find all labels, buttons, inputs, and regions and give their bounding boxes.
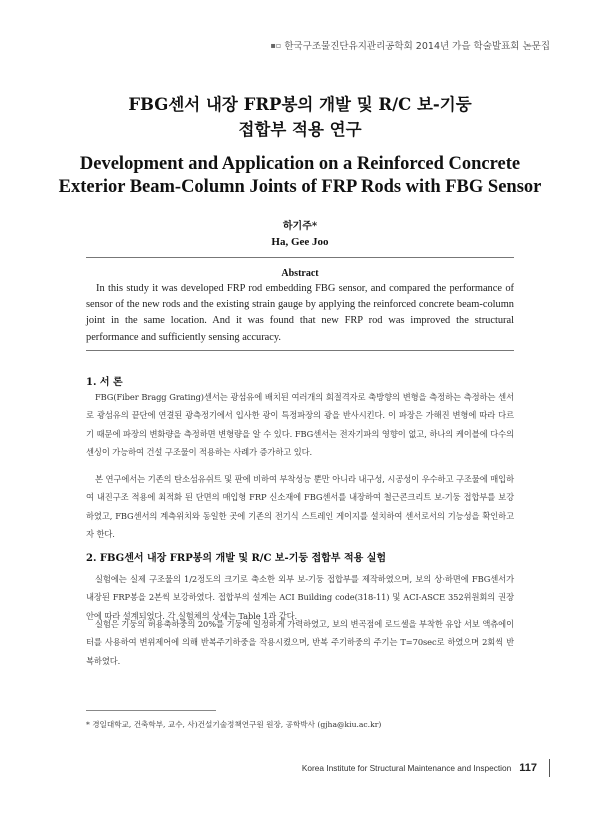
- footnote-rule: [86, 710, 216, 711]
- page-footer: [302, 759, 550, 777]
- korean-title-line1: FBG센서 내장 FRP봉의 개발 및 R/C 보-기둥: [128, 95, 472, 114]
- english-title-line2: Exterior Beam-Column Joints of FRP Rods with FBG Sensor: [58, 177, 542, 197]
- section-1-paragraph-1: FBG(Fiber Bragg Grating)센서는 광섬유에 배치된 여러개의 회절격자로 축방향의 변형을 측정하는 측정하는 센서로 광섬유의 끝단에 연결된 광측정기에서 입사한 광이 특정파장의 광을 반사시킨다. 이 파장은 가해진 변형에 따라 다르기 때문에 파장의 변화량을 측정하면 변형량을 알 수 있다. FBG센서는 전자기파의 영향이 없고, 하나의 케이블에 다수의 센싱이 가능하여 건설 구조물이 적용하는 사례가 증가하고 있다.: [86, 392, 514, 458]
- section-2-paragraph-1: 실험에는 실제 구조물의 1/2정도의 크기로 축소한 외부 보-기둥 접합부를 제작하였으며, 보의 상·하면에 FBG센서가 내장된 FRP봉을 2본씩 보강하였다. 접합부의 설계는 ACI Building code(318-11) 및 ACI-ASCE 352위원회의 권장안에 따라 설계되었다. 각 실험체의 상세는 Table 1과 같다.: [86, 574, 514, 621]
- section-1-heading: 1. 서 론: [86, 377, 123, 388]
- running-header: [270, 38, 550, 52]
- section-2-heading: 2. FBG센서 내장 FRP봉의 개발 및 R/C 보-기둥 접합부 적용 실험: [86, 553, 387, 564]
- footer-journal: Korea Institute for Structural Maintenance and Inspection: [301, 763, 512, 773]
- book-icon: ▪▫: [270, 40, 282, 50]
- page-number: 117: [519, 762, 537, 774]
- running-header-text: 한국구조물진단유지관리공학회 2014년 가을 학술발표회 논문집: [284, 41, 550, 52]
- korean-title-line2: 접합부 적용 연구: [238, 120, 362, 139]
- english-title: [0, 153, 600, 199]
- english-title-line1: Development and Application on a Reinforced Concrete: [79, 154, 521, 174]
- author-english: Ha, Gee Joo: [271, 236, 329, 248]
- section-2-paragraph-2: 실험은 기둥의 허용축하중의 20%를 기둥에 일정하게 가력하였고, 보의 변곡점에 로드셀을 부착한 유압 서보 액츄에이터를 사용하여 변위제어에 의해 반복주기하중을 작용시켰으며, 반복 주기하중의 주기는 T=70sec로 하였으며 2회씩 반복하였다.: [86, 619, 514, 666]
- abstract-heading: Abstract: [281, 268, 319, 279]
- korean-title: [0, 92, 600, 142]
- abstract-bottom-rule: [86, 350, 514, 351]
- section-1-paragraph-2: 본 연구에서는 기존의 탄소섬유쉬트 및 판에 비하여 부착성능 뿐만 아니라 내구성, 시공성이 우수하고 구조물에 매입하여 내진구조 적용에 최적화 된 단면의 매입형 FRP 신소재에 FBG센서를 내장하여 철근콘크리트 보-기둥 접합부를 보강 하였고, FBG센서의 계측위치와 동일한 곳에 기존의 전기식 스트레인 게이지를 설치하여 센서로서의 기능성을 확인하고자 한다.: [86, 474, 514, 540]
- abstract-text: In this study it was developed FRP rod embedding FBG sensor, and compared the performance of sensor of the new rods and the existing strain gauge by applying the reinforced concrete beam-column joint in the same location. And it was found that new FRP rod was improved the structural performance and sufficiently sensing accuracy.: [86, 283, 514, 343]
- abstract-top-rule: [86, 257, 514, 258]
- footer-divider: [549, 759, 550, 777]
- footnote: * 경일대학교, 건축학부, 교수, 사)건설기술정책연구원 원장, 공학박사 (gjha@kiu.ac.kr): [86, 720, 382, 729]
- author-korean: 하기주*: [282, 221, 318, 232]
